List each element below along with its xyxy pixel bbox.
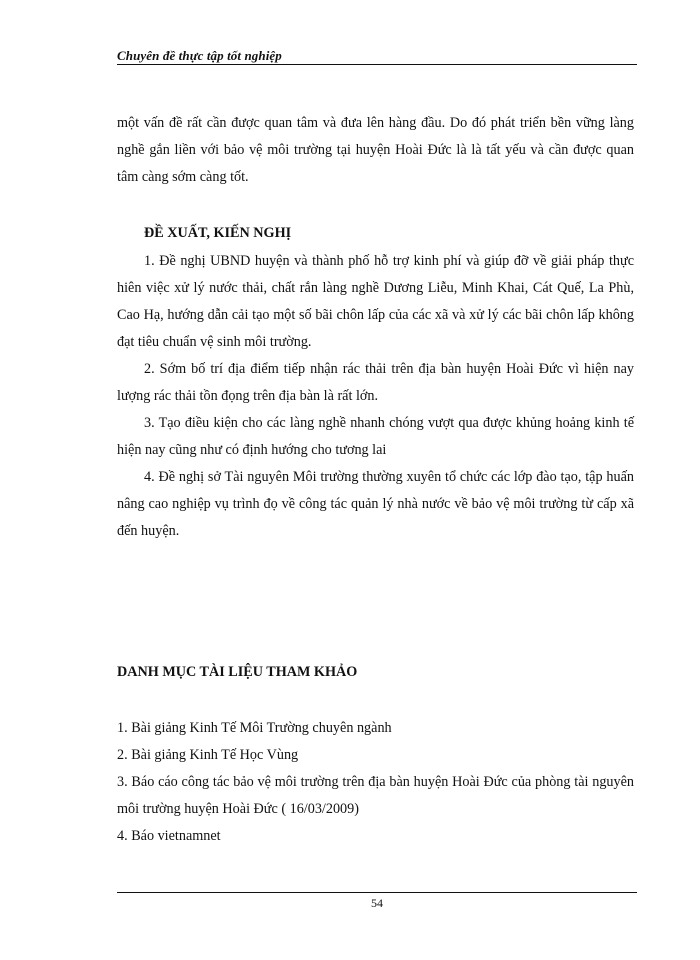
references-list (117, 715, 634, 850)
reference-item-2: 2. Bài giảng Kinh Tế Học Vùng (117, 747, 299, 763)
reference-item-4: 4. Báo vietnamnet (117, 828, 221, 844)
footer-rule (117, 892, 637, 893)
header-rule (117, 64, 637, 65)
page-number: 54 (371, 896, 383, 910)
reference-item-1: 1. Bài giảng Kinh Tế Môi Trường chuyên ngành (117, 720, 392, 736)
proposals-list (117, 248, 634, 545)
proposals-heading: ĐỀ XUẤT, KIẾN NGHỊ (144, 225, 292, 241)
proposal-item-4: 4. Đề nghị sở Tài nguyên Môi trường thường xuyên tổ chức các lớp đào tạo, tập huấn nâng cao nghiệp vụ trình đọ về công tác quản lý nhà nước về bảo vệ môi trường từ cấp xã đến huyện. (117, 469, 634, 539)
running-header-title: Chuyên đề thực tập tốt nghiệp (117, 48, 282, 63)
references-heading: DANH MỤC TÀI LIỆU THAM KHẢO (117, 664, 358, 680)
reference-item-3: 3. Báo cáo công tác bảo vệ môi trường trên địa bàn huyện Hoài Đức của phòng tài nguyên môi trường huyện Hoài Đức ( 16/03/2009) (117, 774, 634, 817)
proposal-item-3: 3. Tạo điều kiện cho các làng nghề nhanh chóng vượt qua được khủng hoảng kinh tế hiện nay cũng như có định hướng cho tương lai (117, 415, 634, 458)
proposal-item-1: 1. Đề nghị UBND huyện và thành phố hỗ trợ kinh phí và giúp đỡ về giải pháp thực hiên việc xử lý nước thải, chất rắn làng nghề Dương Liễu, Minh Khai, Cát Quế, La Phù, Cao Hạ, hướng dẫn cải tạo một số bãi chôn lấp của các xã và xử lý các bãi chôn lấp không đạt tiêu chuẩn vệ sinh môi trường. (117, 253, 634, 350)
intro-paragraph: một vấn đề rất cần được quan tâm và đưa lên hàng đầu. Do đó phát triển bền vững làng nghề gắn liền với bảo vệ môi trường tại huyện Hoài Đức là là tất yếu và cần được quan tâm càng sớm càng tốt. (117, 115, 634, 185)
proposal-item-2: 2. Sớm bố trí địa điểm tiếp nhận rác thải trên địa bàn huyện Hoài Đức vì hiện nay lượng rác thải tồn đọng trên địa bàn là rất lớn. (117, 361, 634, 404)
